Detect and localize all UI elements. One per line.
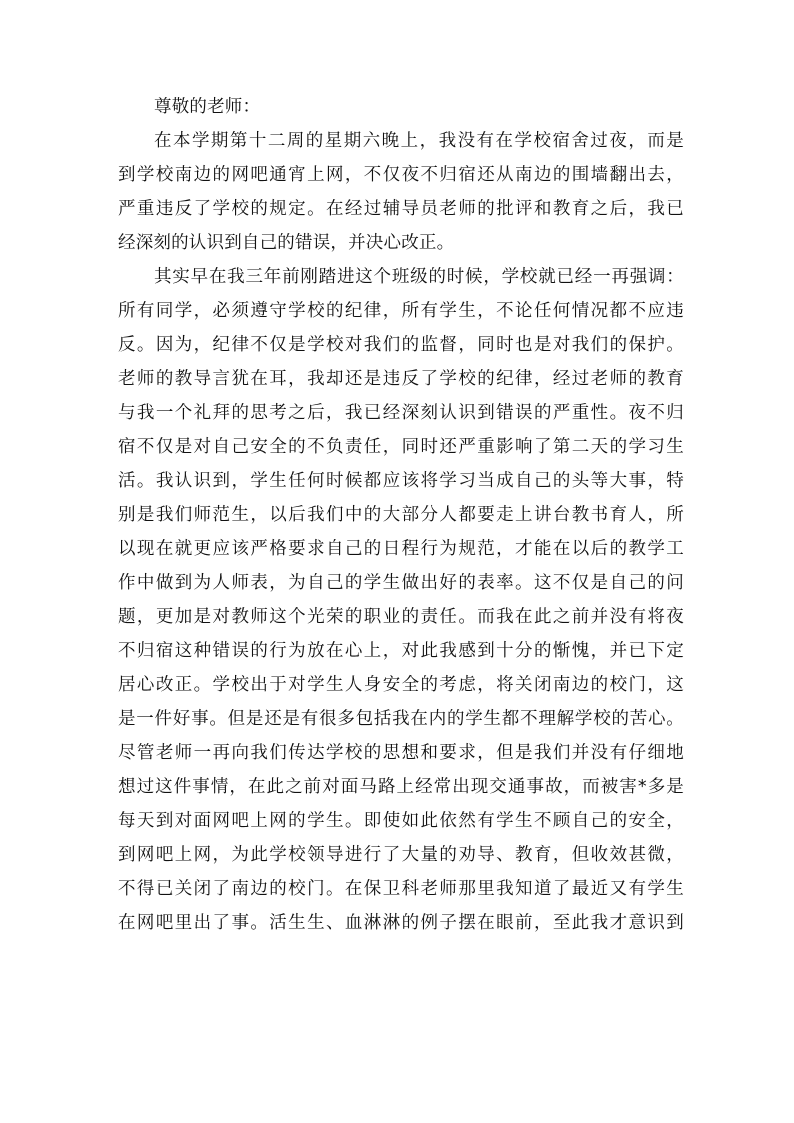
paragraph-2-line: 作中做到为人师表，为自己的学生做出好的表率。这不仅是自己的问 <box>118 573 684 593</box>
paragraph-2-line: 老师的教导言犹在耳，我却还是违反了学校的纪律，经过老师的教育 <box>118 369 684 389</box>
letter-greeting: 尊敬的老师： <box>154 97 261 117</box>
paragraph-2-line: 所有同学，必须遵守学校的纪律，所有学生，不论任何情况都不应违 <box>118 301 684 321</box>
paragraph-2-line: 不归宿这种错误的行为放在心上，对此我感到十分的惭愧，并已下定 <box>118 641 684 661</box>
paragraph-1-line: 经深刻的认识到自己的错误，并决心改正。 <box>118 233 455 253</box>
paragraph-2-line: 以现在就更应该严格要求自己的日程行为规范，才能在以后的教学工 <box>118 539 684 559</box>
paragraph-2-line: 是一件好事。但是还是有很多包括我在内的学生都不理解学校的苦心。 <box>118 709 684 729</box>
paragraph-2-line: 不得已关闭了南边的校门。在保卫科老师那里我知道了最近又有学生 <box>118 879 684 899</box>
paragraph-2-line: 想过这件事情，在此之前对面马路上经常出现交通事故，而被害*多是 <box>118 777 684 797</box>
paragraph-2-line: 活。我认识到，学生任何时候都应该将学习当成自己的头等大事，特 <box>118 471 684 491</box>
paragraph-2-line: 在网吧里出了事。活生生、血淋淋的例子摆在眼前，至此我才意识到 <box>118 913 684 933</box>
paragraph-1-line: 在本学期第十二周的星期六晚上，我没有在学校宿舍过夜，而是 <box>154 131 684 151</box>
paragraph-2-line: 反。因为，纪律不仅是学校对我们的监督，同时也是对我们的保护。 <box>118 335 684 355</box>
paragraph-2-line: 尽管老师一再向我们传达学校的思想和要求，但是我们并没有仔细地 <box>118 743 684 763</box>
paragraph-2-line: 每天到对面网吧上网的学生。即使如此依然有学生不顾自己的安全， <box>118 811 684 831</box>
paragraph-2-line: 别是我们师范生，以后我们中的大部分人都要走上讲台教书育人，所 <box>118 505 684 525</box>
paragraph-2-line: 宿不仅是对自己安全的不负责任，同时还严重影响了第二天的学习生 <box>118 437 684 457</box>
paragraph-2-line: 其实早在我三年前刚踏进这个班级的时候，学校就已经一再强调： <box>154 267 684 287</box>
paragraph-2-line: 到网吧上网，为此学校领导进行了大量的劝导、教育，但收效甚微， <box>118 845 684 865</box>
paragraph-2-line: 居心改正。学校出于对学生人身安全的考虑，将关闭南边的校门，这 <box>118 675 684 695</box>
paragraph-1-line: 到学校南边的网吧通宵上网，不仅夜不归宿还从南边的围墙翻出去， <box>118 165 684 185</box>
letter-body <box>118 90 684 940</box>
paragraph-1-line: 严重违反了学校的规定。在经过辅导员老师的批评和教育之后，我已 <box>118 199 684 219</box>
paragraph-2-line: 与我一个礼拜的思考之后，我已经深刻认识到错误的严重性。夜不归 <box>118 403 684 423</box>
paragraph-2-line: 题，更加是对教师这个光荣的职业的责任。而我在此之前并没有将夜 <box>118 607 684 627</box>
